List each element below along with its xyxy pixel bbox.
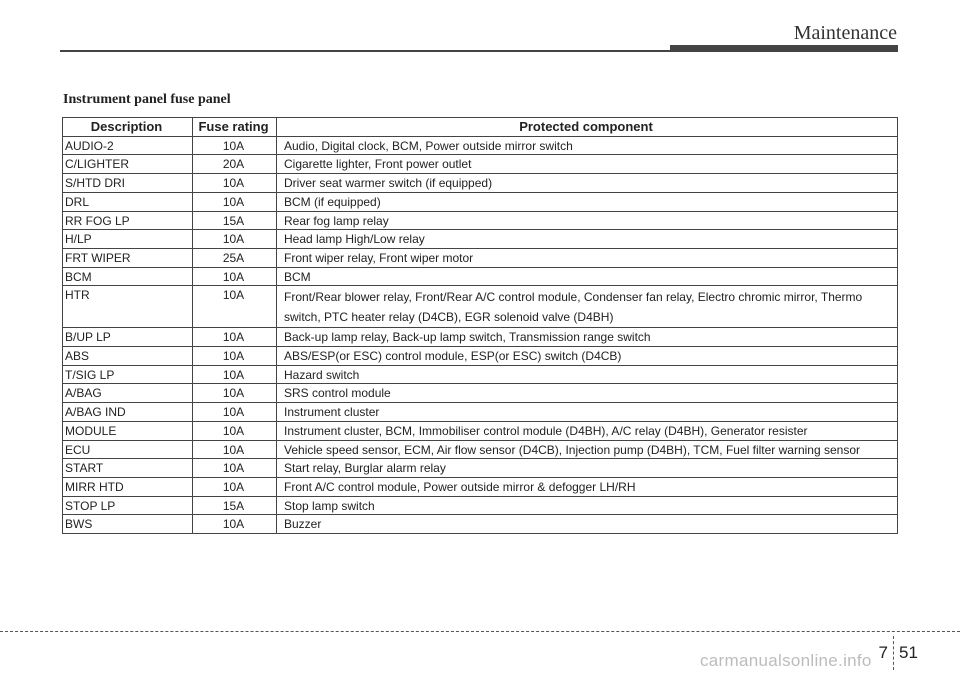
fuse-rating: 10A bbox=[193, 328, 277, 347]
fuse-description: H/LP bbox=[63, 230, 193, 249]
fuse-rating: 10A bbox=[193, 286, 277, 328]
fuse-description: RR FOG LP bbox=[63, 211, 193, 230]
protected-component: Instrument cluster, BCM, Immobiliser control module (D4BH), A/C relay (D4BH), Generator resister bbox=[277, 421, 898, 440]
protected-component: Head lamp High/Low relay bbox=[277, 230, 898, 249]
protected-component: BCM bbox=[277, 267, 898, 286]
fuse-rating: 10A bbox=[193, 440, 277, 459]
table-row bbox=[63, 286, 898, 328]
column-header-description: Description bbox=[63, 118, 193, 137]
fuse-description: T/SIG LP bbox=[63, 365, 193, 384]
protected-component: Hazard switch bbox=[277, 365, 898, 384]
table-row bbox=[63, 384, 898, 403]
table-row bbox=[63, 136, 898, 155]
table-row bbox=[63, 211, 898, 230]
fuse-rating: 10A bbox=[193, 365, 277, 384]
table-row bbox=[63, 365, 898, 384]
section-title: Maintenance bbox=[793, 22, 897, 44]
fuse-description: A/BAG IND bbox=[63, 403, 193, 422]
protected-component: Stop lamp switch bbox=[277, 496, 898, 515]
page-number bbox=[870, 636, 918, 670]
fuse-rating: 10A bbox=[193, 403, 277, 422]
protected-component: Front A/C control module, Power outside mirror & defogger LH/RH bbox=[277, 477, 898, 496]
protected-component: Start relay, Burglar alarm relay bbox=[277, 459, 898, 478]
fuse-rating: 10A bbox=[193, 174, 277, 193]
protected-component: Rear fog lamp relay bbox=[277, 211, 898, 230]
table-row bbox=[63, 477, 898, 496]
table-row bbox=[63, 267, 898, 286]
footer-rule bbox=[0, 631, 960, 632]
table-row bbox=[63, 155, 898, 174]
fuse-description: ABS bbox=[63, 347, 193, 366]
protected-component: Back-up lamp relay, Back-up lamp switch, Transmission range switch bbox=[277, 328, 898, 347]
fuse-rating: 10A bbox=[193, 515, 277, 534]
fuse-description: FRT WIPER bbox=[63, 248, 193, 267]
table-row bbox=[63, 328, 898, 347]
table-row bbox=[63, 515, 898, 534]
fuse-rating: 15A bbox=[193, 496, 277, 515]
protected-component: BCM (if equipped) bbox=[277, 192, 898, 211]
fuse-rating: 20A bbox=[193, 155, 277, 174]
fuse-description: START bbox=[63, 459, 193, 478]
table-row bbox=[63, 440, 898, 459]
protected-component: ABS/ESP(or ESC) control module, ESP(or ESC) switch (D4CB) bbox=[277, 347, 898, 366]
protected-component: Cigarette lighter, Front power outlet bbox=[277, 155, 898, 174]
watermark: carmanualsonline.info bbox=[700, 651, 872, 670]
table-row bbox=[63, 174, 898, 193]
protected-component: Vehicle speed sensor, ECM, Air flow sensor (D4CB), Injection pump (D4BH), TCM, Fuel filter warning sensor bbox=[277, 440, 898, 459]
protected-component: Driver seat warmer switch (if equipped) bbox=[277, 174, 898, 193]
table-row bbox=[63, 192, 898, 211]
fuse-rating: 10A bbox=[193, 136, 277, 155]
fuse-rating: 10A bbox=[193, 230, 277, 249]
header-rule bbox=[60, 50, 670, 52]
protected-component: Buzzer bbox=[277, 515, 898, 534]
fuse-description: S/HTD DRI bbox=[63, 174, 193, 193]
table-row bbox=[63, 403, 898, 422]
fuse-rating: 10A bbox=[193, 459, 277, 478]
table-row bbox=[63, 459, 898, 478]
fuse-rating: 10A bbox=[193, 421, 277, 440]
panel-title: Instrument panel fuse panel bbox=[63, 92, 231, 107]
fuse-table bbox=[62, 117, 898, 534]
fuse-rating: 15A bbox=[193, 211, 277, 230]
column-header-fuse-rating: Fuse rating bbox=[193, 118, 277, 137]
page-number-separator bbox=[893, 636, 894, 670]
table-row bbox=[63, 421, 898, 440]
table-row bbox=[63, 230, 898, 249]
table-row bbox=[63, 248, 898, 267]
chapter-number: 7 bbox=[878, 643, 888, 662]
protected-component: Instrument cluster bbox=[277, 403, 898, 422]
protected-component: SRS control module bbox=[277, 384, 898, 403]
fuse-description: HTR bbox=[63, 286, 193, 328]
protected-component: Front wiper relay, Front wiper motor bbox=[277, 248, 898, 267]
fuse-description: MIRR HTD bbox=[63, 477, 193, 496]
fuse-description: BCM bbox=[63, 267, 193, 286]
fuse-description: C/LIGHTER bbox=[63, 155, 193, 174]
fuse-rating: 10A bbox=[193, 192, 277, 211]
fuse-description: AUDIO-2 bbox=[63, 136, 193, 155]
fuse-description: DRL bbox=[63, 192, 193, 211]
fuse-description: B/UP LP bbox=[63, 328, 193, 347]
table-header-row bbox=[63, 118, 898, 137]
header-rule-accent bbox=[670, 45, 898, 52]
protected-component: Audio, Digital clock, BCM, Power outside mirror switch bbox=[277, 136, 898, 155]
fuse-description: STOP LP bbox=[63, 496, 193, 515]
table-row bbox=[63, 496, 898, 515]
page-number-value: 51 bbox=[899, 643, 918, 662]
fuse-rating: 10A bbox=[193, 477, 277, 496]
fuse-rating: 10A bbox=[193, 267, 277, 286]
protected-component: Front/Rear blower relay, Front/Rear A/C control module, Condenser fan relay, Electro chromic mirror, Thermo switch, PTC heater relay (D4CB), EGR solenoid valve (D4BH) bbox=[277, 286, 898, 328]
fuse-rating: 10A bbox=[193, 347, 277, 366]
fuse-description: ECU bbox=[63, 440, 193, 459]
fuse-description: A/BAG bbox=[63, 384, 193, 403]
column-header-protected-component: Protected component bbox=[277, 118, 898, 137]
fuse-description: MODULE bbox=[63, 421, 193, 440]
fuse-rating: 10A bbox=[193, 384, 277, 403]
fuse-rating: 25A bbox=[193, 248, 277, 267]
fuse-description: BWS bbox=[63, 515, 193, 534]
table-row bbox=[63, 347, 898, 366]
